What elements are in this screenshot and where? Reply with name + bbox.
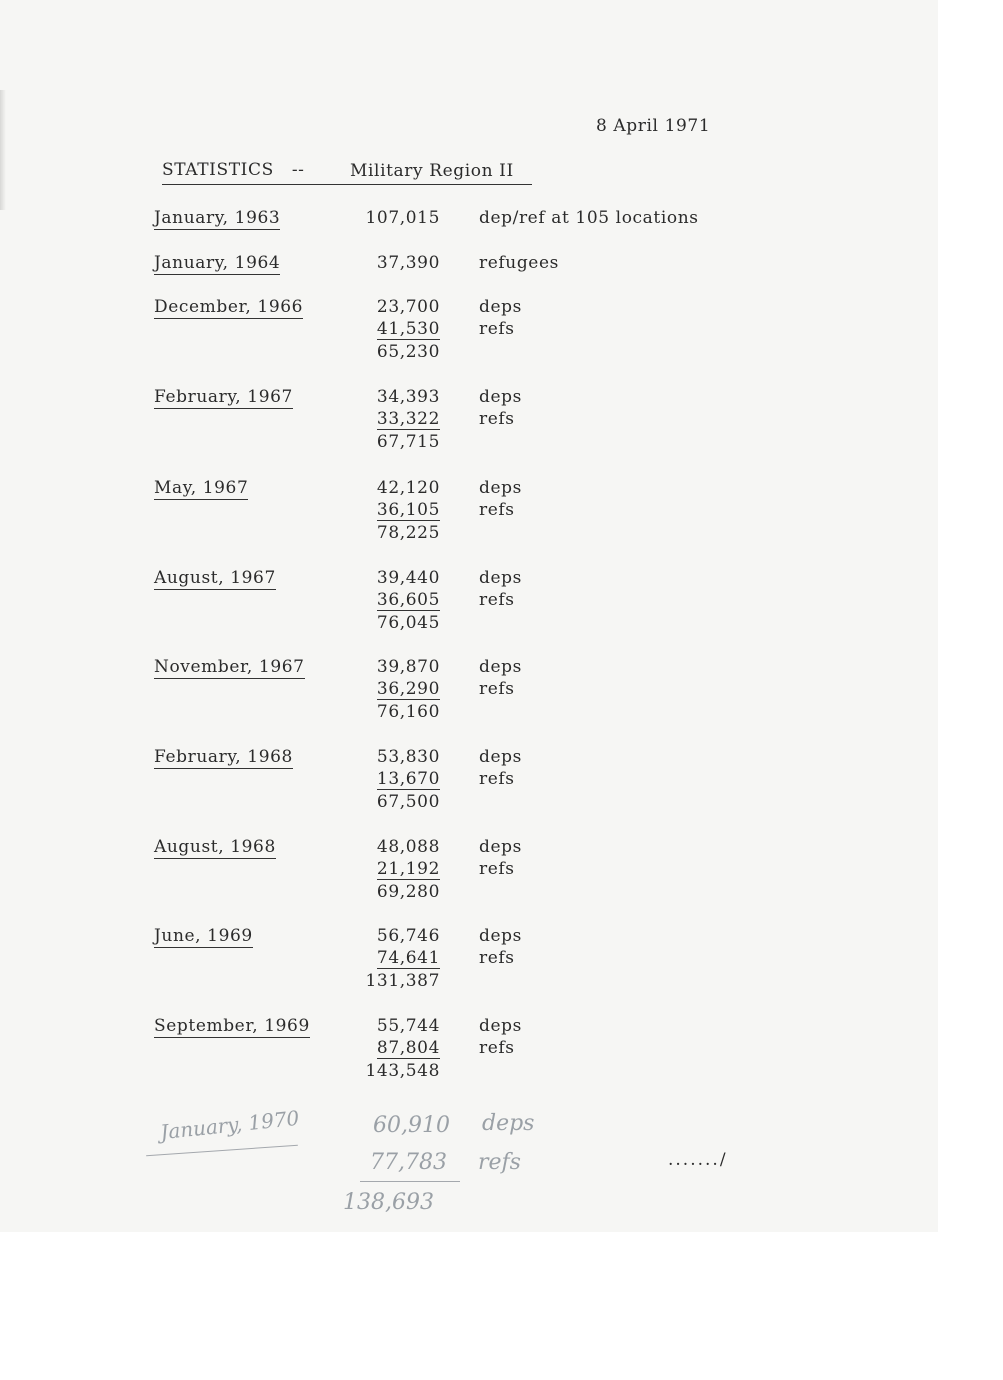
stat-entry	[0, 387, 938, 467]
entry-refs-label: refs	[479, 1038, 515, 1058]
handwritten-refs-value: 77,783	[370, 1150, 447, 1175]
entry-deps-label: deps	[479, 387, 522, 407]
document-date: 8 April 1971	[596, 116, 711, 136]
entry-deps-value: 23,700	[376, 297, 440, 317]
entry-value-label: dep/ref at 105 locations	[479, 208, 699, 228]
entry-refs-value: 36,605	[376, 590, 440, 610]
entry-refs-value: 74,641	[376, 948, 440, 968]
stat-entry	[0, 297, 938, 377]
stat-entry	[0, 478, 938, 558]
entry-deps-value: 39,440	[376, 568, 440, 588]
entry-deps-label: deps	[479, 747, 522, 767]
heading-title	[162, 160, 305, 180]
entry-deps-label: deps	[479, 926, 522, 946]
entry-total-value: 65,230	[376, 342, 440, 362]
entry-period: May, 1967	[154, 478, 249, 498]
entry-value-label: refugees	[479, 253, 559, 273]
entry-refs-label: refs	[479, 409, 515, 429]
handwritten-period: January, 1970	[159, 1105, 301, 1145]
stat-entry	[0, 568, 938, 648]
entry-total-value: 143,548	[365, 1061, 440, 1081]
entry-value: 37,390	[376, 253, 440, 273]
entry-period: January, 1963	[154, 208, 281, 228]
entry-total-value: 76,045	[376, 613, 440, 633]
entry-refs-value: 36,290	[376, 679, 440, 699]
handwritten-deps-label: deps	[482, 1111, 535, 1136]
entry-deps-value: 42,120	[376, 478, 440, 498]
entry-refs-value: 33,322	[376, 409, 440, 429]
entry-refs-label: refs	[479, 769, 515, 789]
entry-refs-value: 13,670	[376, 769, 440, 789]
entry-total-value: 78,225	[376, 523, 440, 543]
entry-total-value: 131,387	[365, 971, 440, 991]
handwritten-sum-line	[360, 1181, 460, 1182]
handwritten-total-value: 138,693	[343, 1190, 434, 1215]
entry-period: January, 1964	[154, 253, 281, 273]
handwritten-deps-value: 60,910	[373, 1113, 450, 1138]
stat-entry	[0, 837, 938, 917]
entry-period: December, 1966	[154, 297, 304, 317]
heading-separator: --	[291, 160, 305, 180]
entry-deps-value: 55,744	[376, 1016, 440, 1036]
entry-total-value: 67,500	[376, 792, 440, 812]
continuation-mark: ......./	[668, 1150, 728, 1170]
entry-period: August, 1968	[154, 837, 276, 857]
page-edge-mark	[0, 90, 6, 210]
entry-deps-label: deps	[479, 1016, 522, 1036]
stat-entry	[0, 657, 938, 737]
entry-deps-label: deps	[479, 478, 522, 498]
stat-entry	[0, 926, 938, 1006]
stat-entry	[0, 747, 938, 827]
entry-deps-value: 39,870	[376, 657, 440, 677]
entry-period: June, 1969	[154, 926, 253, 946]
entry-deps-label: deps	[479, 568, 522, 588]
entry-refs-value: 41,530	[376, 319, 440, 339]
entry-refs-value: 36,105	[376, 500, 440, 520]
entry-deps-value: 34,393	[376, 387, 440, 407]
entry-period: September, 1969	[154, 1016, 310, 1036]
entry-refs-label: refs	[479, 948, 515, 968]
entry-period: August, 1967	[154, 568, 276, 588]
entry-refs-label: refs	[479, 590, 515, 610]
entry-deps-label: deps	[479, 657, 522, 677]
stat-entry	[0, 1016, 938, 1096]
entry-refs-value: 21,192	[376, 859, 440, 879]
handwritten-period-underline	[146, 1145, 298, 1157]
entry-refs-label: refs	[479, 679, 515, 699]
entry-deps-value: 48,088	[376, 837, 440, 857]
entry-refs-label: refs	[479, 500, 515, 520]
entry-deps-label: deps	[479, 837, 522, 857]
heading-underline	[162, 184, 532, 185]
heading-title-text: STATISTICS	[162, 160, 274, 180]
handwritten-refs-label: refs	[478, 1150, 521, 1175]
entry-period: February, 1967	[154, 387, 293, 407]
entry-total-value: 69,280	[376, 882, 440, 902]
entry-deps-value: 56,746	[376, 926, 440, 946]
entry-total-value: 67,715	[376, 432, 440, 452]
entry-deps-label: deps	[479, 297, 522, 317]
entry-refs-label: refs	[479, 859, 515, 879]
entry-value: 107,015	[365, 208, 440, 228]
entry-total-value: 76,160	[376, 702, 440, 722]
entry-refs-value: 87,804	[376, 1038, 440, 1058]
entry-period: November, 1967	[154, 657, 305, 677]
entry-period: February, 1968	[154, 747, 293, 767]
entry-deps-value: 53,830	[376, 747, 440, 767]
entry-refs-label: refs	[479, 319, 515, 339]
heading-subtitle: Military Region II	[350, 161, 514, 181]
